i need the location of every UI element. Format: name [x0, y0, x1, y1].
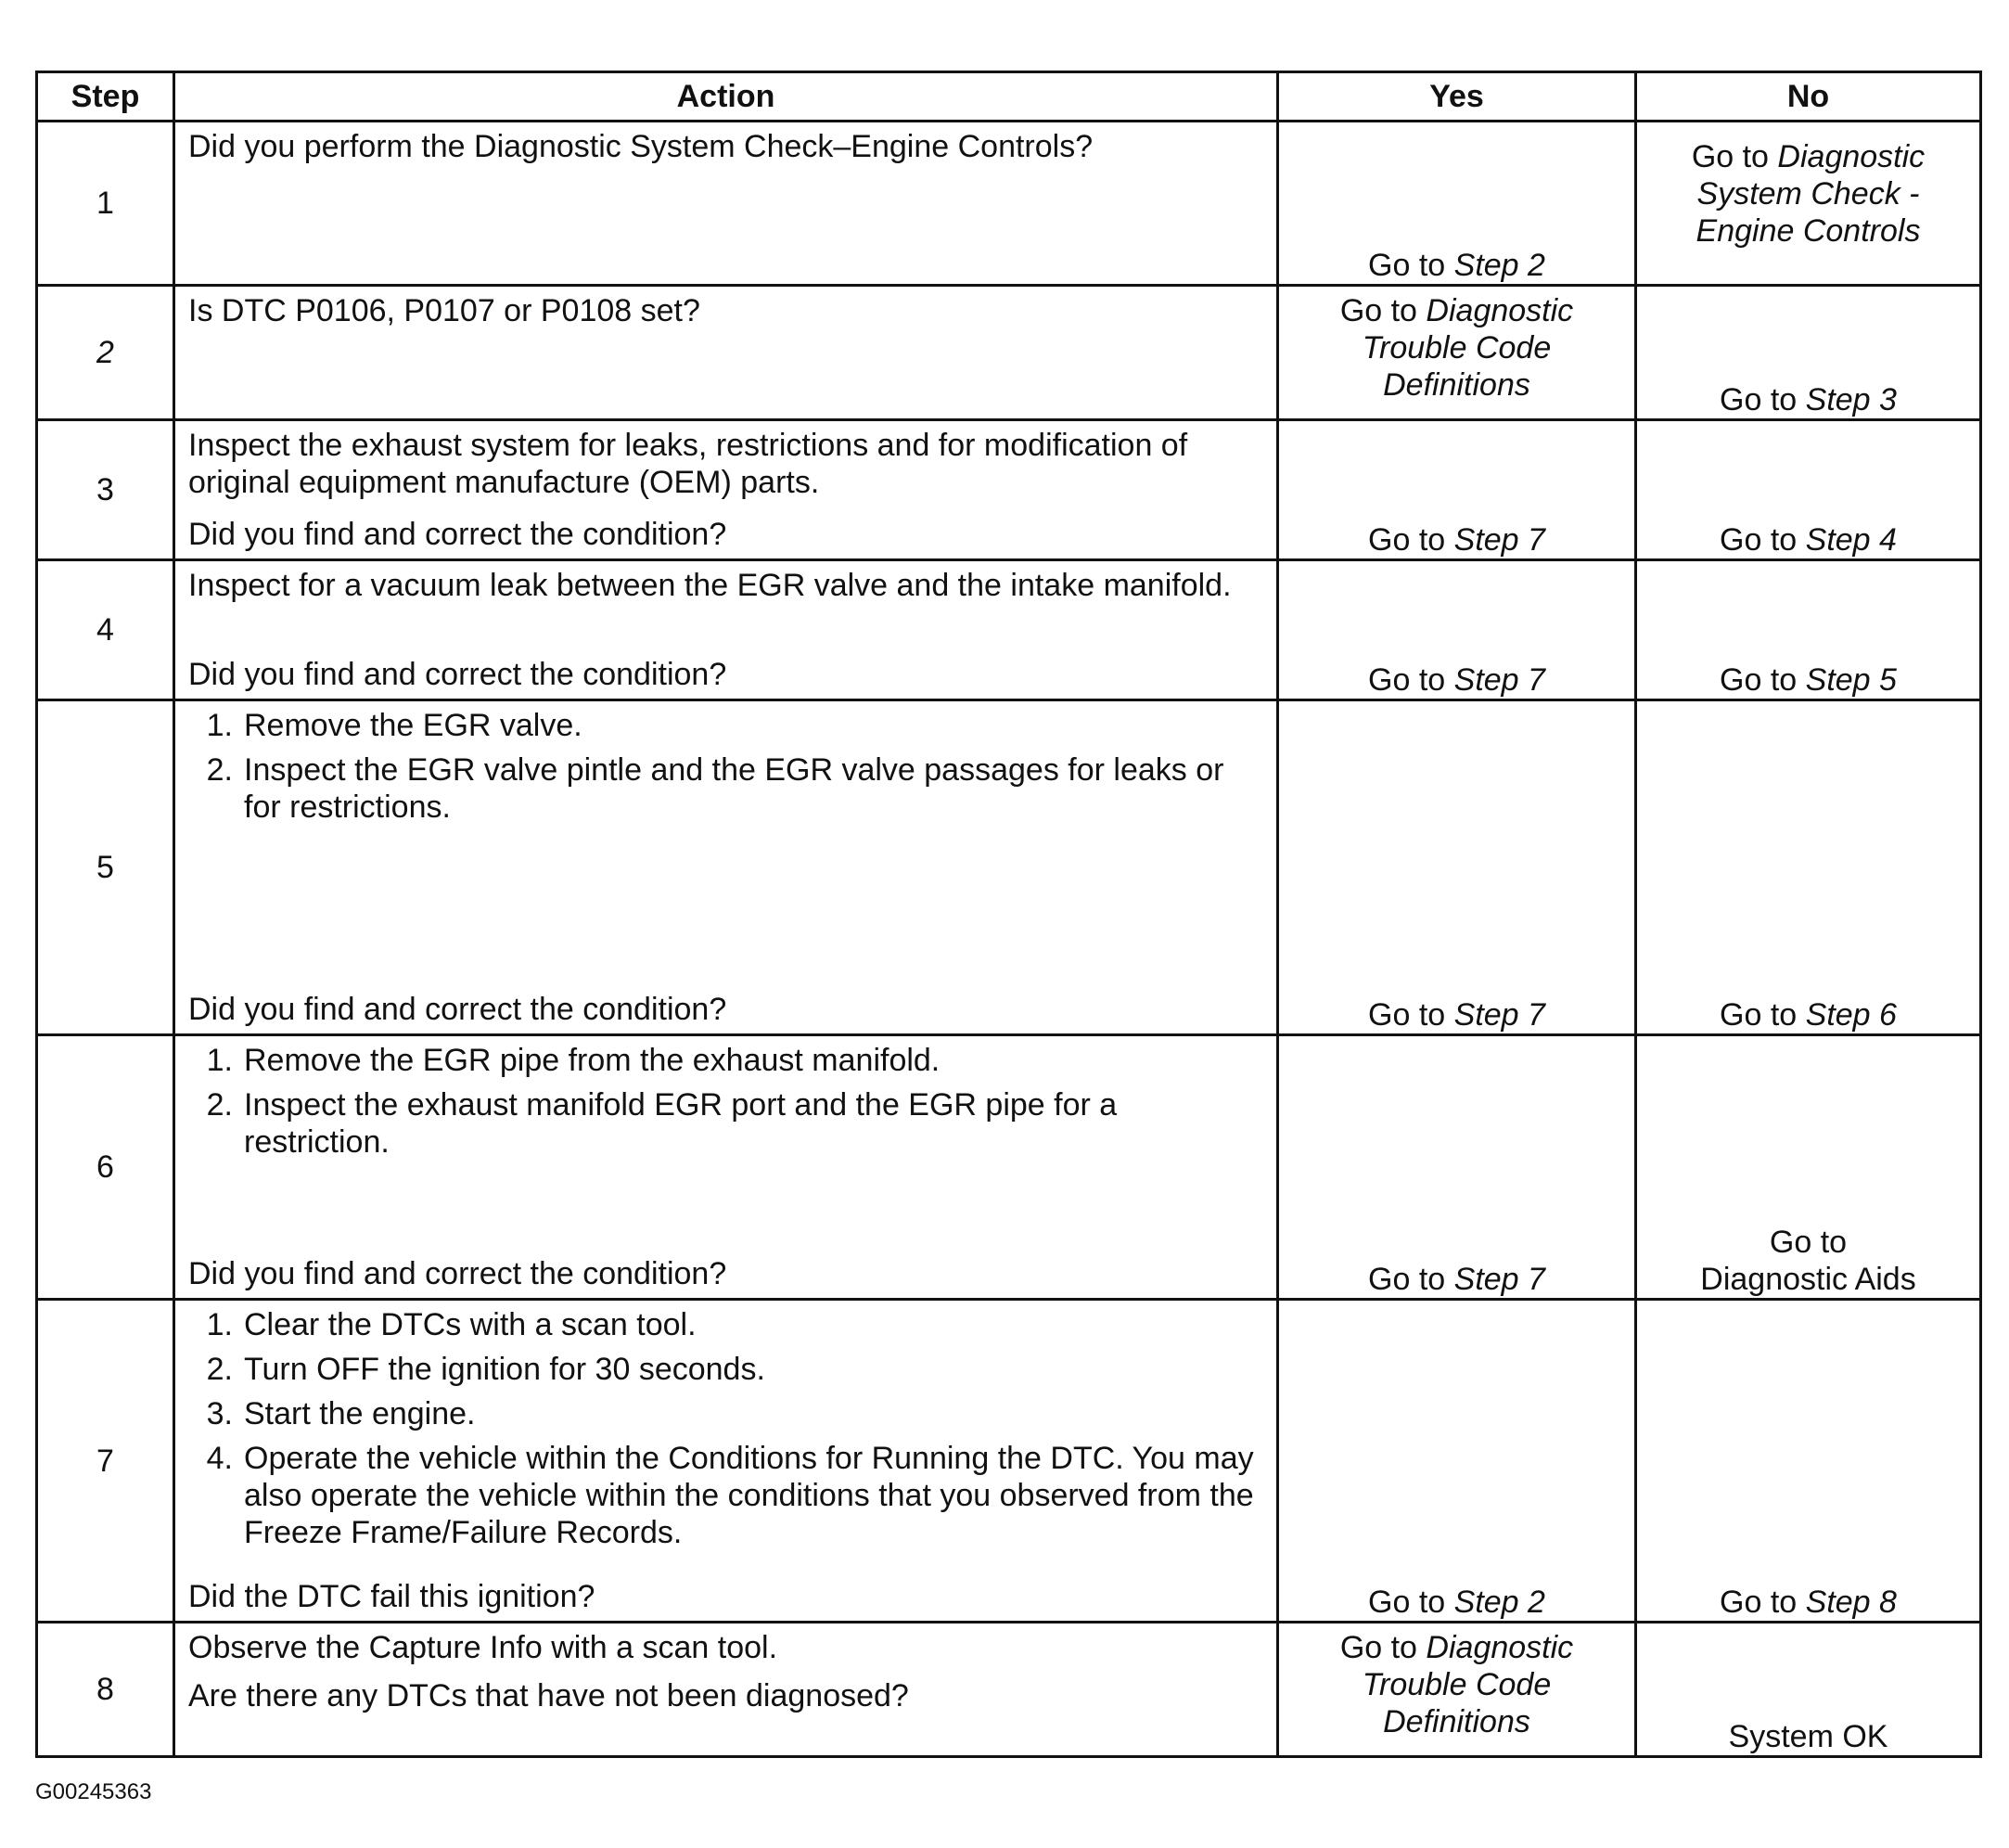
action-cell [174, 1623, 1278, 1757]
action-text: Inspect for a vacuum leak between the EGR valve and the intake manifold. [188, 568, 1232, 603]
step-number: 7 [37, 1300, 174, 1623]
header-action: Action [174, 72, 1278, 122]
yes-link[interactable]: Diagnostic Trouble Code Definitions [1362, 293, 1574, 403]
list-item: 1. Remove the EGR valve. [206, 708, 582, 743]
action-question: Did you find and correct the condition? [188, 992, 727, 1027]
action-text: Observe the Capture Info with a scan tool. [188, 1630, 778, 1665]
yes-prefix: Go to [1339, 1630, 1427, 1665]
figure-code: G00245363 [35, 1779, 152, 1804]
no-cell[interactable] [1636, 420, 1981, 560]
action-cell [174, 700, 1278, 1035]
list-item: 2. Inspect the EGR valve pintle and the EGR valve passages for leaks or for restrictions. [206, 752, 1224, 825]
no-text: System OK [1728, 1719, 1888, 1754]
table-row [37, 1300, 1981, 1623]
action-cell [174, 1300, 1278, 1623]
step-number: 8 [37, 1623, 174, 1757]
yes-prefix: Go to [1368, 662, 1454, 698]
yes-link[interactable]: Step 7 [1453, 662, 1545, 698]
list-item: 3. Start the engine. [206, 1396, 476, 1431]
yes-prefix: Go to [1368, 997, 1454, 1033]
action-text: Did you perform the Diagnostic System Check–Engine Controls? [188, 129, 1094, 164]
no-prefix: Go to [1720, 382, 1806, 417]
table-row [37, 420, 1981, 560]
yes-link[interactable]: Step 7 [1453, 1262, 1545, 1297]
step-number: 1 [37, 122, 174, 286]
yes-link[interactable]: Step 7 [1453, 997, 1545, 1033]
no-link[interactable]: Step 3 [1805, 382, 1897, 417]
header-yes: Yes [1278, 72, 1636, 122]
header-no: No [1636, 72, 1981, 122]
step-number: 5 [37, 700, 174, 1035]
no-cell[interactable] [1636, 1035, 1981, 1300]
no-prefix: Go to [1691, 139, 1778, 174]
no-prefix: Go to [1720, 522, 1806, 558]
list-item: 2. Turn OFF the ignition for 30 seconds. [206, 1352, 765, 1387]
yes-cell[interactable] [1278, 1300, 1636, 1623]
table-row [37, 700, 1981, 1035]
action-text: Inspect the exhaust system for leaks, restrictions and for modification of original equipment manufacture (OEM) parts. [188, 428, 1188, 500]
action-cell [174, 420, 1278, 560]
action-steps-list [188, 1306, 1263, 1559]
action-question: Did you find and correct the condition? [188, 657, 727, 692]
action-cell [174, 286, 1278, 420]
action-question: Did you find and correct the condition? [188, 1256, 727, 1291]
diagnostic-table [35, 71, 1982, 1758]
no-text-line2[interactable]: Diagnostic Aids [1700, 1262, 1916, 1297]
yes-prefix: Go to [1339, 293, 1427, 328]
action-cell [174, 122, 1278, 286]
step-number: 3 [37, 420, 174, 560]
no-text-line1: Go to [1769, 1225, 1848, 1260]
no-link[interactable]: Step 4 [1805, 522, 1897, 558]
no-cell[interactable] [1636, 286, 1981, 420]
no-link[interactable]: Step 8 [1805, 1585, 1897, 1620]
yes-cell[interactable] [1278, 1035, 1636, 1300]
action-cell [174, 560, 1278, 700]
yes-cell[interactable] [1278, 420, 1636, 560]
no-prefix: Go to [1720, 997, 1806, 1033]
action-question: Did you find and correct the condition? [188, 517, 727, 552]
action-question: Did the DTC fail this ignition? [188, 1579, 595, 1614]
yes-link[interactable]: Step 2 [1453, 248, 1545, 283]
table-row [37, 1623, 1981, 1757]
action-question: Are there any DTCs that have not been diagnosed? [188, 1678, 909, 1713]
yes-prefix: Go to [1368, 522, 1454, 558]
table-row [37, 286, 1981, 420]
no-cell[interactable] [1636, 560, 1981, 700]
action-steps-list [188, 707, 1263, 833]
step-number: 2 [37, 286, 174, 420]
header-step: Step [37, 72, 174, 122]
table-header-row [37, 72, 1981, 122]
no-cell[interactable] [1636, 700, 1981, 1035]
action-text: Is DTC P0106, P0107 or P0108 set? [188, 293, 700, 328]
yes-prefix: Go to [1368, 1262, 1454, 1297]
action-steps-list [188, 1042, 1263, 1168]
no-prefix: Go to [1720, 662, 1806, 698]
yes-cell[interactable] [1278, 1623, 1636, 1757]
yes-cell[interactable] [1278, 560, 1636, 700]
table-row [37, 560, 1981, 700]
table-row [37, 122, 1981, 286]
action-cell [174, 1035, 1278, 1300]
no-link[interactable]: Step 5 [1805, 662, 1897, 698]
yes-cell[interactable] [1278, 700, 1636, 1035]
yes-link[interactable]: Diagnostic Trouble Code Definitions [1362, 1630, 1574, 1739]
list-item: 1. Clear the DTCs with a scan tool. [206, 1307, 697, 1342]
yes-prefix: Go to [1368, 248, 1454, 283]
yes-link[interactable]: Step 7 [1453, 522, 1545, 558]
step-number: 4 [37, 560, 174, 700]
no-link[interactable]: Diagnostic System Check - Engine Controls [1695, 139, 1926, 249]
yes-cell[interactable] [1278, 286, 1636, 420]
yes-cell[interactable] [1278, 122, 1636, 286]
no-prefix: Go to [1720, 1585, 1806, 1620]
table-row [37, 1035, 1981, 1300]
list-item: 4. Operate the vehicle within the Conditions for Running the DTC. You may also operate the vehicle within the conditions that you observed from the Freeze Frame/Failure Records. [206, 1441, 1254, 1550]
no-cell [1636, 1623, 1981, 1757]
no-link[interactable]: Step 6 [1805, 997, 1897, 1033]
no-cell[interactable] [1636, 1300, 1981, 1623]
list-item: 1. Remove the EGR pipe from the exhaust manifold. [206, 1043, 941, 1078]
step-number: 6 [37, 1035, 174, 1300]
no-cell[interactable] [1636, 122, 1981, 286]
yes-prefix: Go to [1368, 1585, 1454, 1620]
list-item: 2. Inspect the exhaust manifold EGR port and the EGR pipe for a restriction. [206, 1087, 1118, 1160]
yes-link[interactable]: Step 2 [1453, 1585, 1545, 1620]
